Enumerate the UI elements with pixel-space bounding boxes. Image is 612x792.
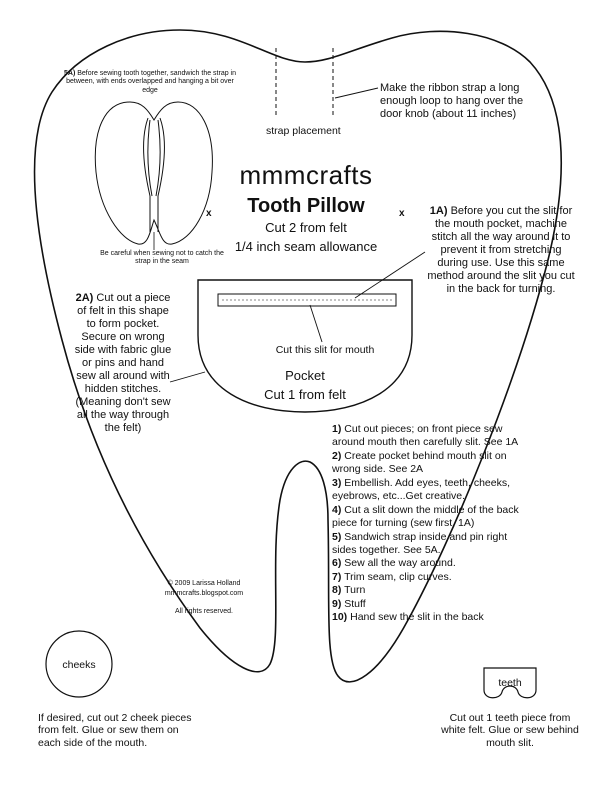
teeth-instruction: Cut out 1 teeth piece from white felt. Glue or sew behind mouth slit. [441, 712, 579, 749]
pocket-cut-instruction: Cut 1 from felt [264, 387, 346, 402]
note-2a-pointer [170, 372, 205, 382]
instruction-step: 6) Sew all the way around. [332, 557, 456, 570]
note-5a [62, 70, 238, 95]
teeth-label: teeth [498, 677, 522, 689]
copyright-line-2: mmmcrafts.blogspot.com [164, 590, 244, 597]
instruction-steps [332, 423, 532, 625]
ribbon-note-pointer [335, 88, 378, 98]
brand-name: mmmcrafts [239, 160, 373, 190]
x-mark-right: x [399, 208, 405, 219]
instruction-step: 9) Stuff [332, 597, 366, 610]
pocket-title: Pocket [285, 368, 325, 383]
copyright-line-1: © 2009 Larissa Holland [167, 580, 241, 587]
slit-label-pointer [310, 305, 322, 342]
careful-note: Be careful when sewing not to catch the strap in the seam [100, 250, 224, 266]
note-2a-text: Cut out a piece of felt in this shape to form pocket. Secure on wrong side with fabric glue or pins and hand sew all around with hidden stitches. (Meaning don't sew all the way through the felt) [74, 292, 172, 434]
note-5a-text: Before sewing tooth together, sandwich the strap in between, with ends overlapped and hanging a bit over edge [66, 70, 236, 94]
instruction-step: 7) Trim seam, clip curves. [332, 570, 452, 583]
cheeks-instruction: If desired, cut out 2 cheek pieces from felt. Glue or sew them on each side of the mouth. [38, 712, 192, 749]
strap-diagram [95, 102, 212, 250]
instruction-step: 2) Create pocket behind mouth slit on wrong side. See 2A [332, 449, 507, 476]
mouth-slit-label: Cut this slit for mouth [275, 344, 375, 356]
seam-allowance: 1/4 inch seam allowance [234, 239, 378, 254]
instruction-step: 10) Hand sew the slit in the back [332, 611, 484, 624]
note-1a-label: 1A) [429, 205, 448, 217]
note-2a [72, 292, 174, 435]
instruction-step: 5) Sandwich strap inside and pin right sides together. See 5A. [332, 530, 508, 556]
note-2a-label: 2A) [75, 292, 94, 304]
cheeks-label: cheeks [62, 659, 96, 671]
cut-instruction: Cut 2 from felt [265, 220, 347, 235]
strap-placement-label: strap placement [266, 125, 341, 137]
instruction-step: 1) Cut out pieces; on front piece sew around mouth then carefully slit. See 1A [332, 423, 519, 449]
ribbon-strap-note: Make the ribbon strap a long enough loop to hang over the door knob (about 11 inches) [380, 82, 524, 120]
instruction-step: 3) Embellish. Add eyes, teeth, cheeks, eyebrows, etc...Get creative. [332, 476, 511, 503]
copyright-line-3: All rights reserved. [175, 608, 233, 615]
pattern-title: Tooth Pillow [247, 195, 365, 217]
instruction-step: 4) Cut a slit down the middle of the back piece for turning (sew first, 1A) [332, 503, 519, 530]
note-5a-label: 5A) [64, 70, 76, 77]
note-1a [426, 205, 576, 296]
note-1a-pointer [355, 252, 425, 298]
x-mark-left: x [206, 208, 212, 219]
note-1a-text: Before you cut the slit for the mouth pocket, machine stitch all the way around it to prevent it from stretching during use. Use this same method around the slit you cut in the back for turning. [427, 205, 575, 295]
instruction-step: 8) Turn [332, 584, 366, 597]
